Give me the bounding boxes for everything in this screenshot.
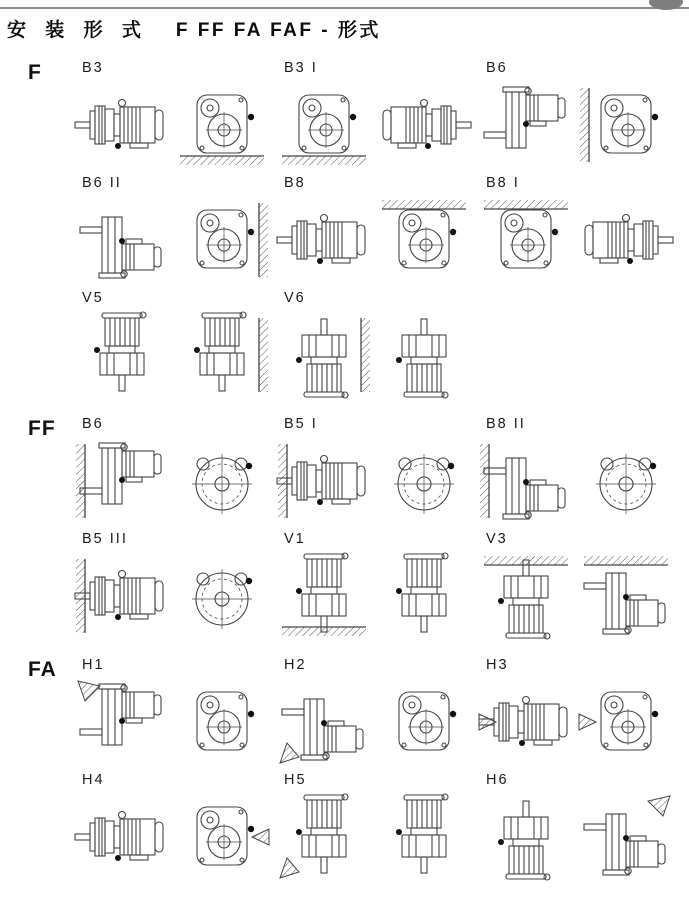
section-label-ff: FF — [28, 417, 56, 440]
figure-label: B6 II — [82, 175, 122, 191]
top-rule — [0, 7, 689, 9]
figure-row — [0, 175, 689, 287]
side-wall-left-icon — [277, 444, 365, 518]
figure-cell-b8 — [274, 175, 476, 287]
figure-cell-h6 — [476, 772, 678, 884]
vert-down-icon — [396, 553, 448, 632]
figure-row — [0, 416, 689, 528]
figure-label: B5 III — [82, 531, 128, 547]
figure-drawing-pair — [72, 551, 272, 643]
figure-label: B3 — [82, 60, 104, 76]
figure-label: V3 — [486, 531, 508, 547]
figure-label: B8 II — [486, 416, 526, 432]
figure-label: H1 — [82, 657, 105, 673]
figure-cell-b8-i — [476, 175, 678, 287]
figure-label: B5 I — [284, 416, 318, 432]
front-plain-icon — [399, 692, 456, 750]
figure-label: B8 — [284, 175, 306, 191]
figure-row — [0, 772, 689, 884]
flange-front-icon — [596, 454, 656, 514]
figure-drawing-pair — [72, 677, 272, 769]
vert-down-icon — [396, 794, 448, 873]
figure-cell-b6 — [72, 416, 274, 528]
figure-drawing-pair — [476, 551, 676, 643]
figure-label: H6 — [486, 772, 509, 788]
figure-cell-h1 — [72, 657, 274, 769]
figure-cell-b5-iii — [72, 531, 274, 643]
section-label-f: F — [28, 61, 42, 84]
side-l-icon — [75, 100, 163, 150]
figure-drawing-pair — [476, 792, 676, 884]
front-wall-left-icon — [580, 88, 658, 162]
figure-row — [0, 657, 689, 769]
front-wall-right-icon — [197, 203, 268, 277]
vert-down-icon — [94, 312, 146, 391]
section-slot — [28, 531, 72, 532]
figure-cell-h3 — [476, 657, 678, 769]
figure-grid — [0, 52, 689, 887]
figure-label: H4 — [82, 772, 105, 788]
flange-front-icon — [394, 454, 454, 514]
section-slot — [28, 772, 72, 773]
figure-cell-b6-ii — [72, 175, 274, 287]
vert-down-ground-icon — [282, 553, 366, 636]
figure-label: B6 — [82, 416, 104, 432]
figure-drawing-pair — [72, 310, 272, 402]
figure-drawing-pair — [476, 80, 676, 172]
figure-cell-h5 — [274, 772, 476, 884]
lshape-flip-icon — [80, 217, 161, 278]
lshape-flip-ceiling-icon — [584, 556, 668, 634]
figure-drawing-pair — [476, 436, 676, 528]
front-cone-right-icon — [197, 807, 269, 865]
page-title — [7, 15, 381, 42]
figure-row — [0, 290, 689, 402]
figure-label: B8 I — [486, 175, 520, 191]
figure-label: V6 — [284, 290, 306, 306]
figure-drawing-pair — [274, 436, 474, 528]
section-slot — [28, 175, 72, 176]
side-cone-l-icon — [479, 697, 567, 747]
lshape-flip-cone-tr-icon — [584, 796, 670, 875]
side-r-icon — [585, 215, 673, 265]
front-ceiling-icon — [382, 200, 466, 268]
figure-drawing-pair — [274, 677, 474, 769]
front-ground-icon — [282, 95, 366, 165]
vert-down-cone-bl-icon — [280, 794, 348, 878]
figure-drawing-pair — [72, 195, 272, 287]
figure-cell-v5 — [72, 290, 274, 402]
section-slot — [28, 290, 72, 291]
front-ground-icon — [180, 95, 264, 165]
figure-label: B6 — [486, 60, 508, 76]
figure-label: H3 — [486, 657, 509, 673]
figure-drawing-pair — [476, 677, 676, 769]
figure-cell-b8-ii — [476, 416, 678, 528]
section-label-fa: FA — [28, 658, 57, 681]
page-title-codes: F FF FA FAF - 形式 — [175, 20, 381, 41]
page-title-zh: 安 装 形 式 — [7, 20, 148, 41]
figure-cell-b6 — [476, 60, 678, 172]
vert-up-icon — [396, 319, 448, 398]
figure-cell-h2 — [274, 657, 476, 769]
figure-drawing-pair — [274, 551, 474, 643]
vert-up-icon — [498, 801, 550, 880]
figure-drawing-pair — [476, 195, 676, 287]
figure-drawing-pair — [274, 80, 474, 172]
side-r-icon — [383, 100, 471, 150]
section-slot — [28, 657, 72, 682]
figure-row — [0, 531, 689, 643]
figure-drawing-pair — [72, 436, 272, 528]
figure-cell-v6 — [274, 290, 476, 402]
figure-drawing-pair — [274, 792, 474, 884]
lshape-icon — [484, 87, 565, 148]
side-l-icon — [277, 215, 365, 265]
figure-cell-b5-i — [274, 416, 476, 528]
lshape-flip-wall-left-icon — [480, 444, 565, 519]
figure-label: B3 I — [284, 60, 318, 76]
section-slot — [28, 60, 72, 85]
figure-label: H2 — [284, 657, 307, 673]
figure-drawing-pair — [72, 80, 272, 172]
vert-down-wall-right-icon — [194, 312, 268, 392]
lshape-flip-cone-bl-icon — [280, 699, 363, 763]
figure-label: H5 — [284, 772, 307, 788]
flange-front-icon — [192, 454, 252, 514]
flange-front-icon — [192, 569, 252, 629]
lshape-wall-left-icon — [76, 443, 161, 518]
figure-label: V5 — [82, 290, 104, 306]
figure-drawing-pair — [72, 792, 272, 884]
vert-up-ceiling-icon — [484, 556, 568, 639]
figure-row — [0, 60, 689, 172]
figure-cell-b3 — [72, 60, 274, 172]
figure-cell-v3 — [476, 531, 678, 643]
front-plain-icon — [197, 692, 254, 750]
lshape-cone-tl-icon — [78, 681, 161, 745]
front-ceiling-icon — [484, 200, 568, 268]
side-wall-left-icon — [75, 559, 163, 633]
section-slot — [28, 416, 72, 441]
figure-drawing-pair — [274, 310, 474, 402]
vert-up-wall-right-icon — [296, 318, 370, 398]
figure-cell-b3-i — [274, 60, 476, 172]
front-cone-left-icon — [579, 692, 658, 750]
side-l-icon — [75, 812, 163, 862]
figure-cell-v1 — [274, 531, 476, 643]
figure-label: V1 — [284, 531, 306, 547]
figure-cell-h4 — [72, 772, 274, 884]
figure-drawing-pair — [274, 195, 474, 287]
